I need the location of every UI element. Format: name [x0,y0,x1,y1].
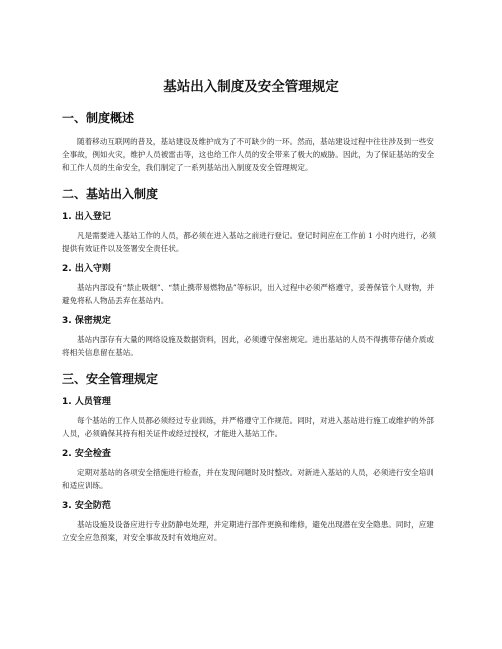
section-overview [62,110,440,174]
subsection-paragraph: 定期对基站的各项安全措施进行检查，并在发现问题时及时整改。对新进入基站的人员，必须进行安全培训和适应训练。 [62,468,434,490]
subsection-heading: 1. 人员管理 [62,397,111,407]
section-heading: 一、制度概述 [62,111,135,125]
subsection-paragraph: 基站内部设有“禁止吸烟”、“禁止携带易燃物品”等标识，出入过程中必须严格遵守，妥善保管个人财物，并避免将私人物品丢弃在基站内。 [62,283,435,305]
subsection-paragraph: 凡是需要进入基站工作的人员，都必须在进入基站之前进行登记。登记时间应在工作前 1 小时内进行，必须提供有效证件以及签署安全责任状。 [62,231,436,253]
subsection-heading: 2. 出入守则 [62,264,111,274]
subsection-paragraph: 基站内部存有大量的网络设施及数据资料，因此，必须遵守保密规定。进出基站的人员不得携带存储介质或将相关信息留在基站。 [62,335,434,357]
section-heading: 三、安全管理规定 [62,372,159,386]
subsection-paragraph: 每个基站的工作人员都必须经过专业训练，并严格遵守工作规范。同时，对进入基站进行施工或维护的外部人员，必须确保其持有相关证件或经过授权，才能进入基站工作。 [62,416,434,438]
section-paragraph: 随着移动互联网的普及，基站建设及维护成为了不可缺少的一环。然而，基站建设过程中往往涉及到一些安全事故，例如火灾，维护人员被雷击等，这也给工作人员的安全带来了极大的威胁。因此，为了保证基站的安全和工作人员的生命安全，我们制定了一系列基站出入制度及安全管理规定。 [62,137,435,172]
subsection-registration [62,211,440,255]
subsection-heading: 3. 保密规定 [62,316,111,326]
section-safety-management [62,371,440,544]
document-title: 基站出入制度及安全管理规定 [163,79,339,95]
subsection-heading: 1. 出入登记 [62,212,111,222]
subsection-confidentiality [62,315,440,359]
subsection-conduct [62,263,440,307]
subsection-paragraph: 基站设施及设备应进行专业防静电处理，并定期进行部件更换和维修，避免出现潜在安全隐患。同时，应建立安全应急预案，对安全事故及时有效地应对。 [62,520,434,542]
subsection-heading: 3. 安全防范 [62,501,111,511]
subsection-prevention [62,500,440,544]
subsection-personnel [62,396,440,440]
section-access-rules [62,186,440,359]
section-heading: 二、基站出入制度 [62,187,159,201]
subsection-inspection [62,448,440,492]
subsection-heading: 2. 安全检查 [62,449,111,459]
